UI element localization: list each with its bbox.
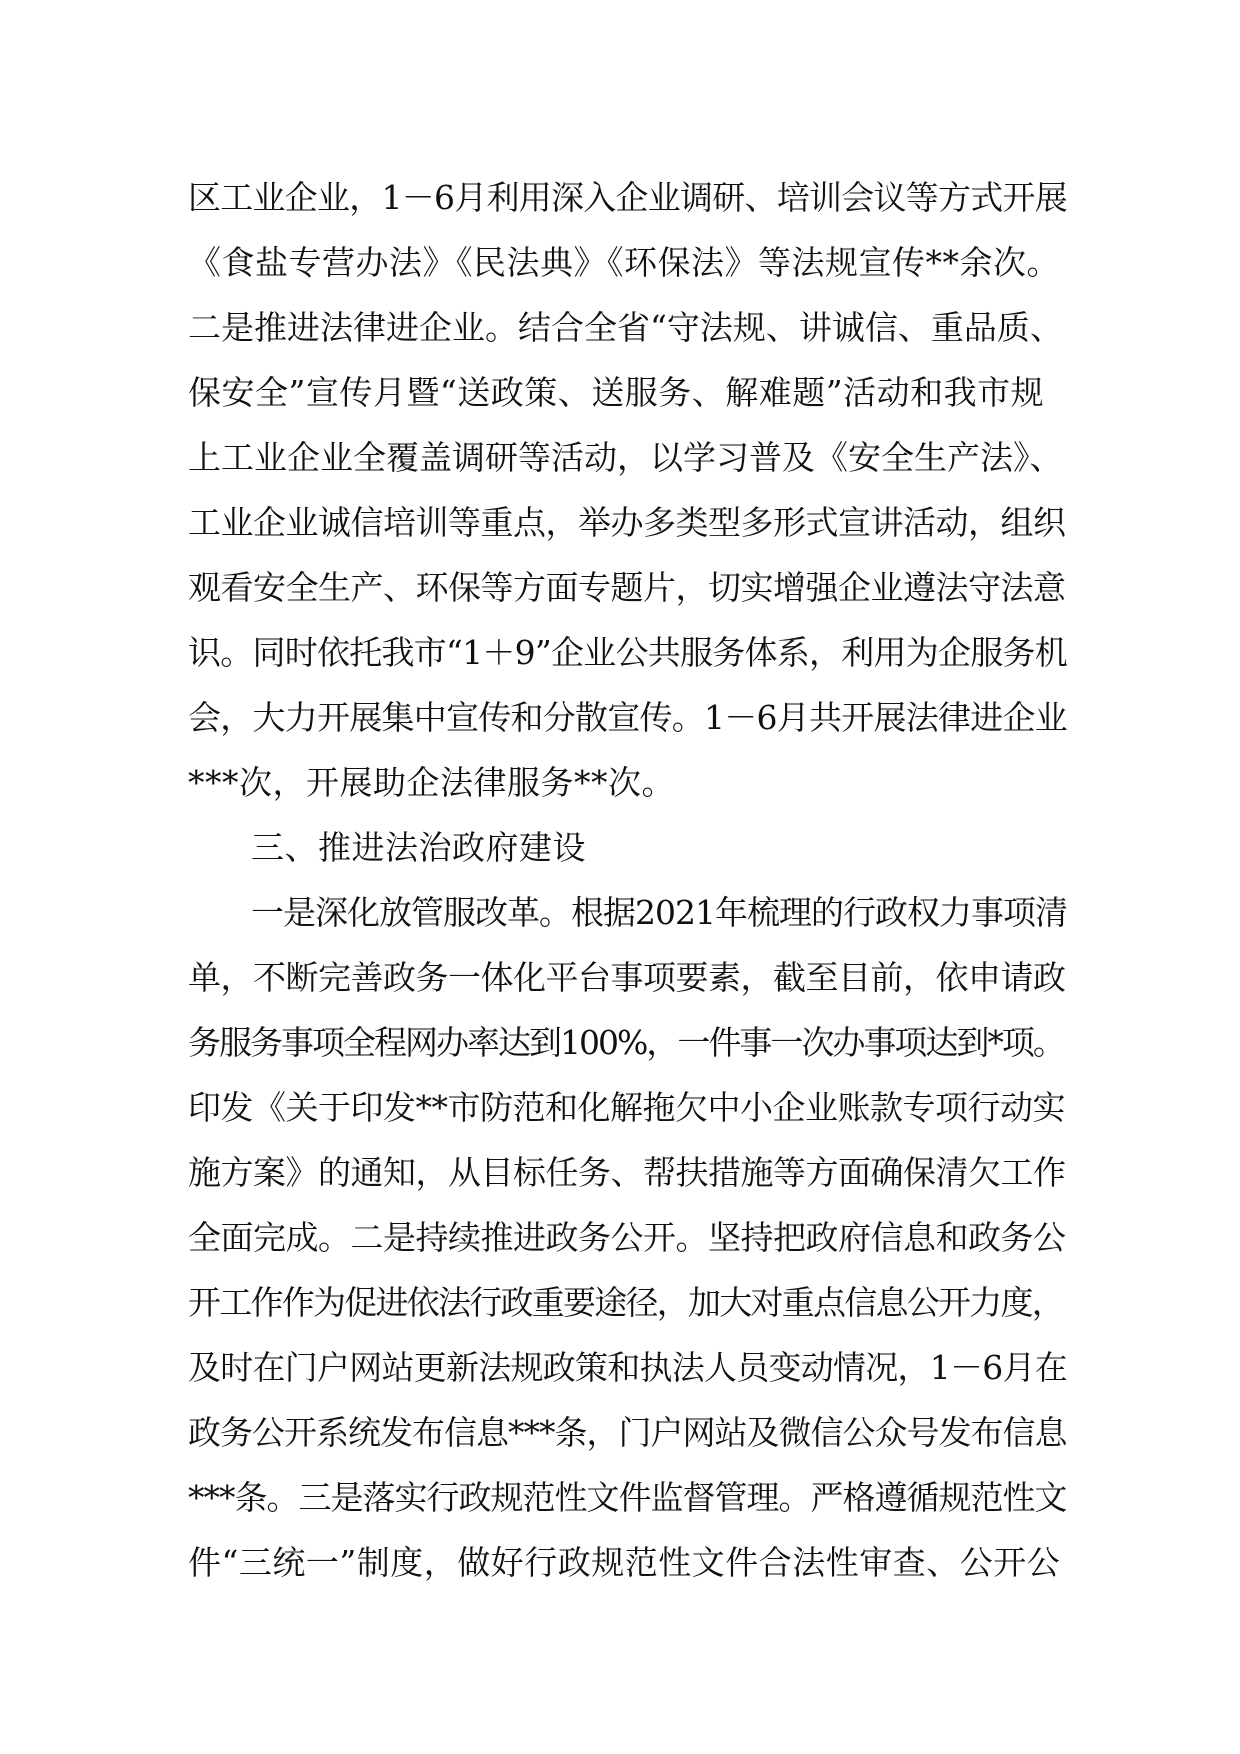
text-line: 会，大力开展集中宣传和分散宣传。1－6月共开展法律进企业	[188, 698, 1067, 737]
document-body	[188, 165, 1068, 1595]
text-line: 政务公开系统发布信息***条，门户网站及微信公众号发布信息	[188, 1413, 1067, 1452]
text-line: 保安全”宣传月暨“送政策、送服务、解难题”活动和我市规	[188, 373, 1045, 412]
text-line: 上工业企业全覆盖调研等活动，以学习普及《安全生产法》、	[188, 438, 1063, 477]
text-line: 《食盐专营办法》《民法典》《环保法》等法规宣传**余次。	[188, 243, 1060, 282]
text-line: 务服务事项全程网办率达到100%，一件事一次办事项达到*项。	[188, 1023, 1064, 1062]
text-line: 开工作作为促进依法行政重要途径，加大对重点信息公开力度，	[188, 1283, 1063, 1322]
text-line: 印发《关于印发**市防范和化解拖欠中小企业账款专项行动实	[188, 1088, 1065, 1127]
text-line: 二是推进法律进企业。结合全省“守法规、讲诚信、重品质、	[188, 308, 1063, 347]
text-line: ***条。三是落实行政规范性文件监督管理。严格遵循规范性文	[188, 1478, 1067, 1517]
text-line: 全面完成。二是持续推进政务公开。坚持把政府信息和政务公	[188, 1218, 1066, 1257]
text-line: 单，不断完善政务一体化平台事项要素，截至目前，依申请政	[188, 958, 1066, 997]
text-line: 观看安全生产、环保等方面专题片，切实增强企业遵法守法意	[188, 568, 1066, 607]
text-line: ***次，开展助企法律服务**次。	[188, 763, 675, 802]
text-line: 区工业企业，1－6月利用深入企业调研、培训会议等方式开展	[188, 178, 1067, 217]
text-line: 件“三统一”制度，做好行政规范性文件合法性审查、公开公	[188, 1543, 1061, 1582]
text-line: 三、推进法治政府建设	[251, 828, 586, 867]
text-line: 识。同时依托我市“1＋9”企业公共服务体系，利用为企服务机	[188, 633, 1067, 672]
text-line: 一是深化放管服改革。根据2021年梳理的行政权力事项清	[251, 893, 1067, 932]
text-line: 工业企业诚信培训等重点，举办多类型多形式宣讲活动，组织	[188, 503, 1066, 542]
text-line: 施方案》的通知，从目标任务、帮扶措施等方面确保清欠工作	[188, 1153, 1066, 1192]
text-line: 及时在门户网站更新法规政策和执法人员变动情况，1－6月在	[188, 1348, 1067, 1387]
